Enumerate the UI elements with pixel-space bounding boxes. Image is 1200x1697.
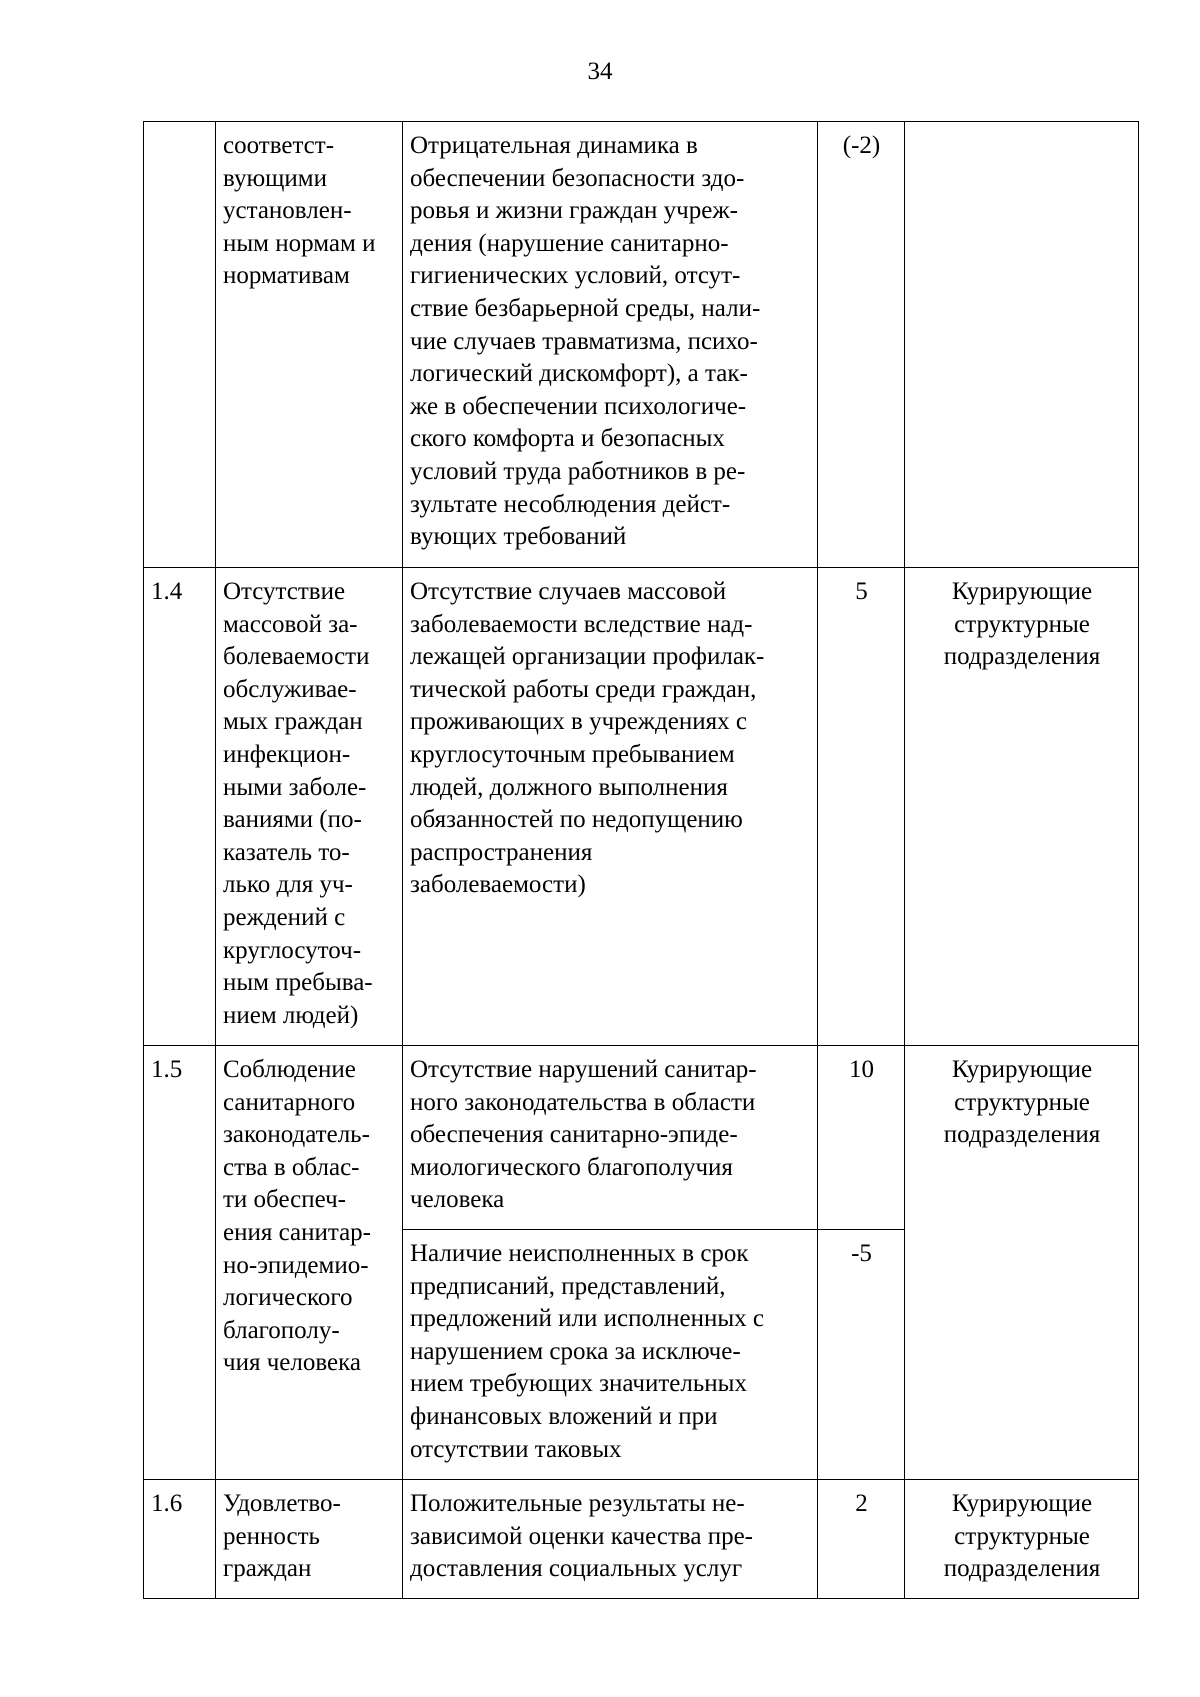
points-cell: 5	[818, 568, 905, 1046]
row-number: 1.4	[144, 568, 216, 1046]
criterion-cell: соответст- вующими установлен- ным нормам и нормативам	[216, 122, 403, 568]
criterion-cell: Отсутствие массовой за- болеваемости обслуживае- мых граждан инфекцион- ными заболе- ваниями (по- казатель то- лько для уч- реждений с круглосуточ- ным пребыва- нием людей)	[216, 568, 403, 1046]
responsible-cell: Курирующие структурные подразделения	[905, 1046, 1139, 1480]
criteria-table	[143, 121, 1139, 1599]
table-row	[144, 1480, 1139, 1599]
criterion-cell: Удовлетво- ренность граждан	[216, 1480, 403, 1599]
table-row	[144, 1046, 1139, 1230]
description-cell: Отсутствие нарушений санитар- ного законодательства в области обеспечения санитарно-эпиде- миологического благополучия человека	[403, 1046, 818, 1230]
responsible-cell	[905, 122, 1139, 568]
description-cell: Положительные результаты не- зависимой оценки качества пре- доставления социальных услуг	[403, 1480, 818, 1599]
description-cell: Наличие неисполненных в срок предписаний, представлений, предложений или исполненных с нарушением срока за исключе- нием требующих значительных финансовых вложений и при отсутствии таковых	[403, 1230, 818, 1480]
row-number: 1.5	[144, 1046, 216, 1480]
row-number	[144, 122, 216, 568]
page-number: 34	[587, 58, 613, 85]
points-cell: -5	[818, 1230, 905, 1480]
table-row	[144, 122, 1139, 568]
points-cell: 2	[818, 1480, 905, 1599]
row-number: 1.6	[144, 1480, 216, 1599]
description-cell: Отсутствие случаев массовой заболеваемости вследствие над- лежащей организации профилак- тической работы среди граждан, проживающих в учреждениях с круглосуточным пребыванием людей, должного выполнения обязанностей по недопущению распространения заболеваемости)	[403, 568, 818, 1046]
description-cell: Отрицательная динамика в обеспечении безопасности здо- ровья и жизни граждан учреж- дения (нарушение санитарно- гигиенических условий, отсут- ствие безбарьерной среды, нали- чие случаев травматизма, психо- логический дискомфорт), а так- же в обеспечении психологиче- ского комфорта и безопасных условий труда работников в ре- зультате несоблюдения дейст- вующих требований	[403, 122, 818, 568]
points-cell: 10	[818, 1046, 905, 1230]
table-row	[144, 568, 1139, 1046]
criterion-cell: Соблюдение санитарного законодатель- ства в облас- ти обеспеч- ения санитар- но-эпидемио- логического благополу- чия человека	[216, 1046, 403, 1480]
responsible-cell: Курирующие структурные подразделения	[905, 568, 1139, 1046]
points-cell: (-2)	[818, 122, 905, 568]
responsible-cell: Курирующие структурные подразделения	[905, 1480, 1139, 1599]
